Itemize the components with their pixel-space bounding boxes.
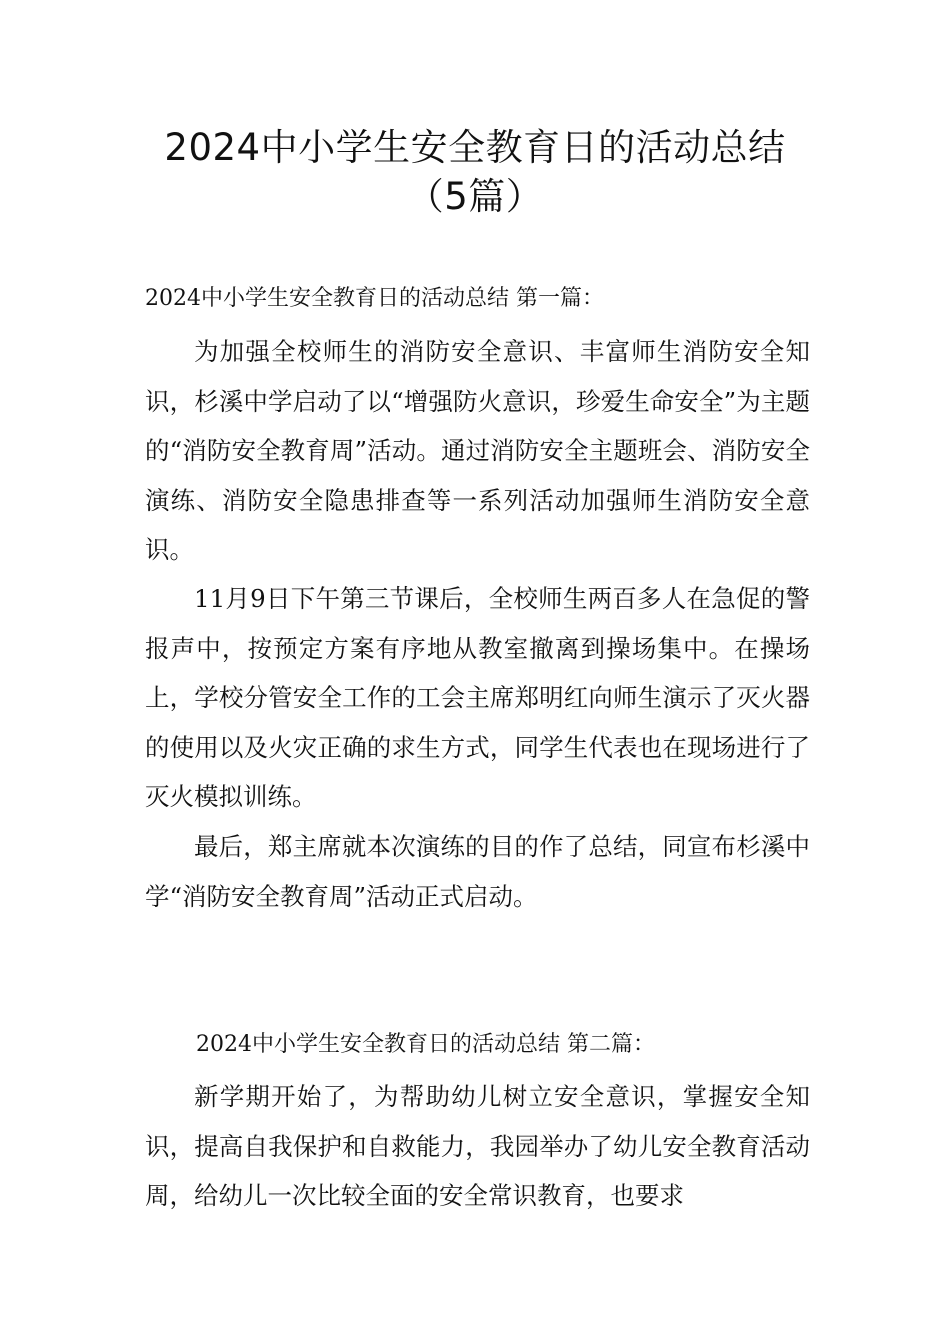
paragraph: 11月9日下午第三节课后，全校师生两百多人在急促的警报声中，按预定方案有序地从教室撤离到操场集中。在操场上，学校分管安全工作的工会主席郑明红向师生演示了灭火器的使用以及火灾正确的求生方式，同学生代表也在现场进行了灭火模拟训练。 (145, 584, 810, 811)
paragraph: 为加强全校师生的消防安全意识、丰富师生消防安全知识，杉溪中学启动了以“增强防火意识，珍爱生命安全”为主题的“消防安全教育周”活动。通过消防安全主题班会、消防安全演练、消防安全隐患排查等一系列活动加强师生消防安全意识。 (145, 337, 810, 564)
section-heading-2: 2024中小学生安全教育日的活动总结 第二篇： (196, 1032, 655, 1057)
document-title-suffix: （5篇） (406, 175, 544, 218)
document-title: 2024中小学生安全教育日的活动总结 (164, 126, 786, 169)
paragraph: 最后，郑主席就本次演练的目的作了总结，同宣布杉溪中学“消防安全教育周”活动正式启动。 (145, 832, 810, 911)
paragraph: 新学期开始了，为帮助幼儿树立安全意识，掌握安全知识，提高自我保护和自救能力，我园举办了幼儿安全教育活动周，给幼儿一次比较全面的安全常识教育，也要求 (145, 1082, 810, 1210)
section-heading-1: 2024中小学生安全教育日的活动总结 第一篇： (145, 286, 604, 311)
